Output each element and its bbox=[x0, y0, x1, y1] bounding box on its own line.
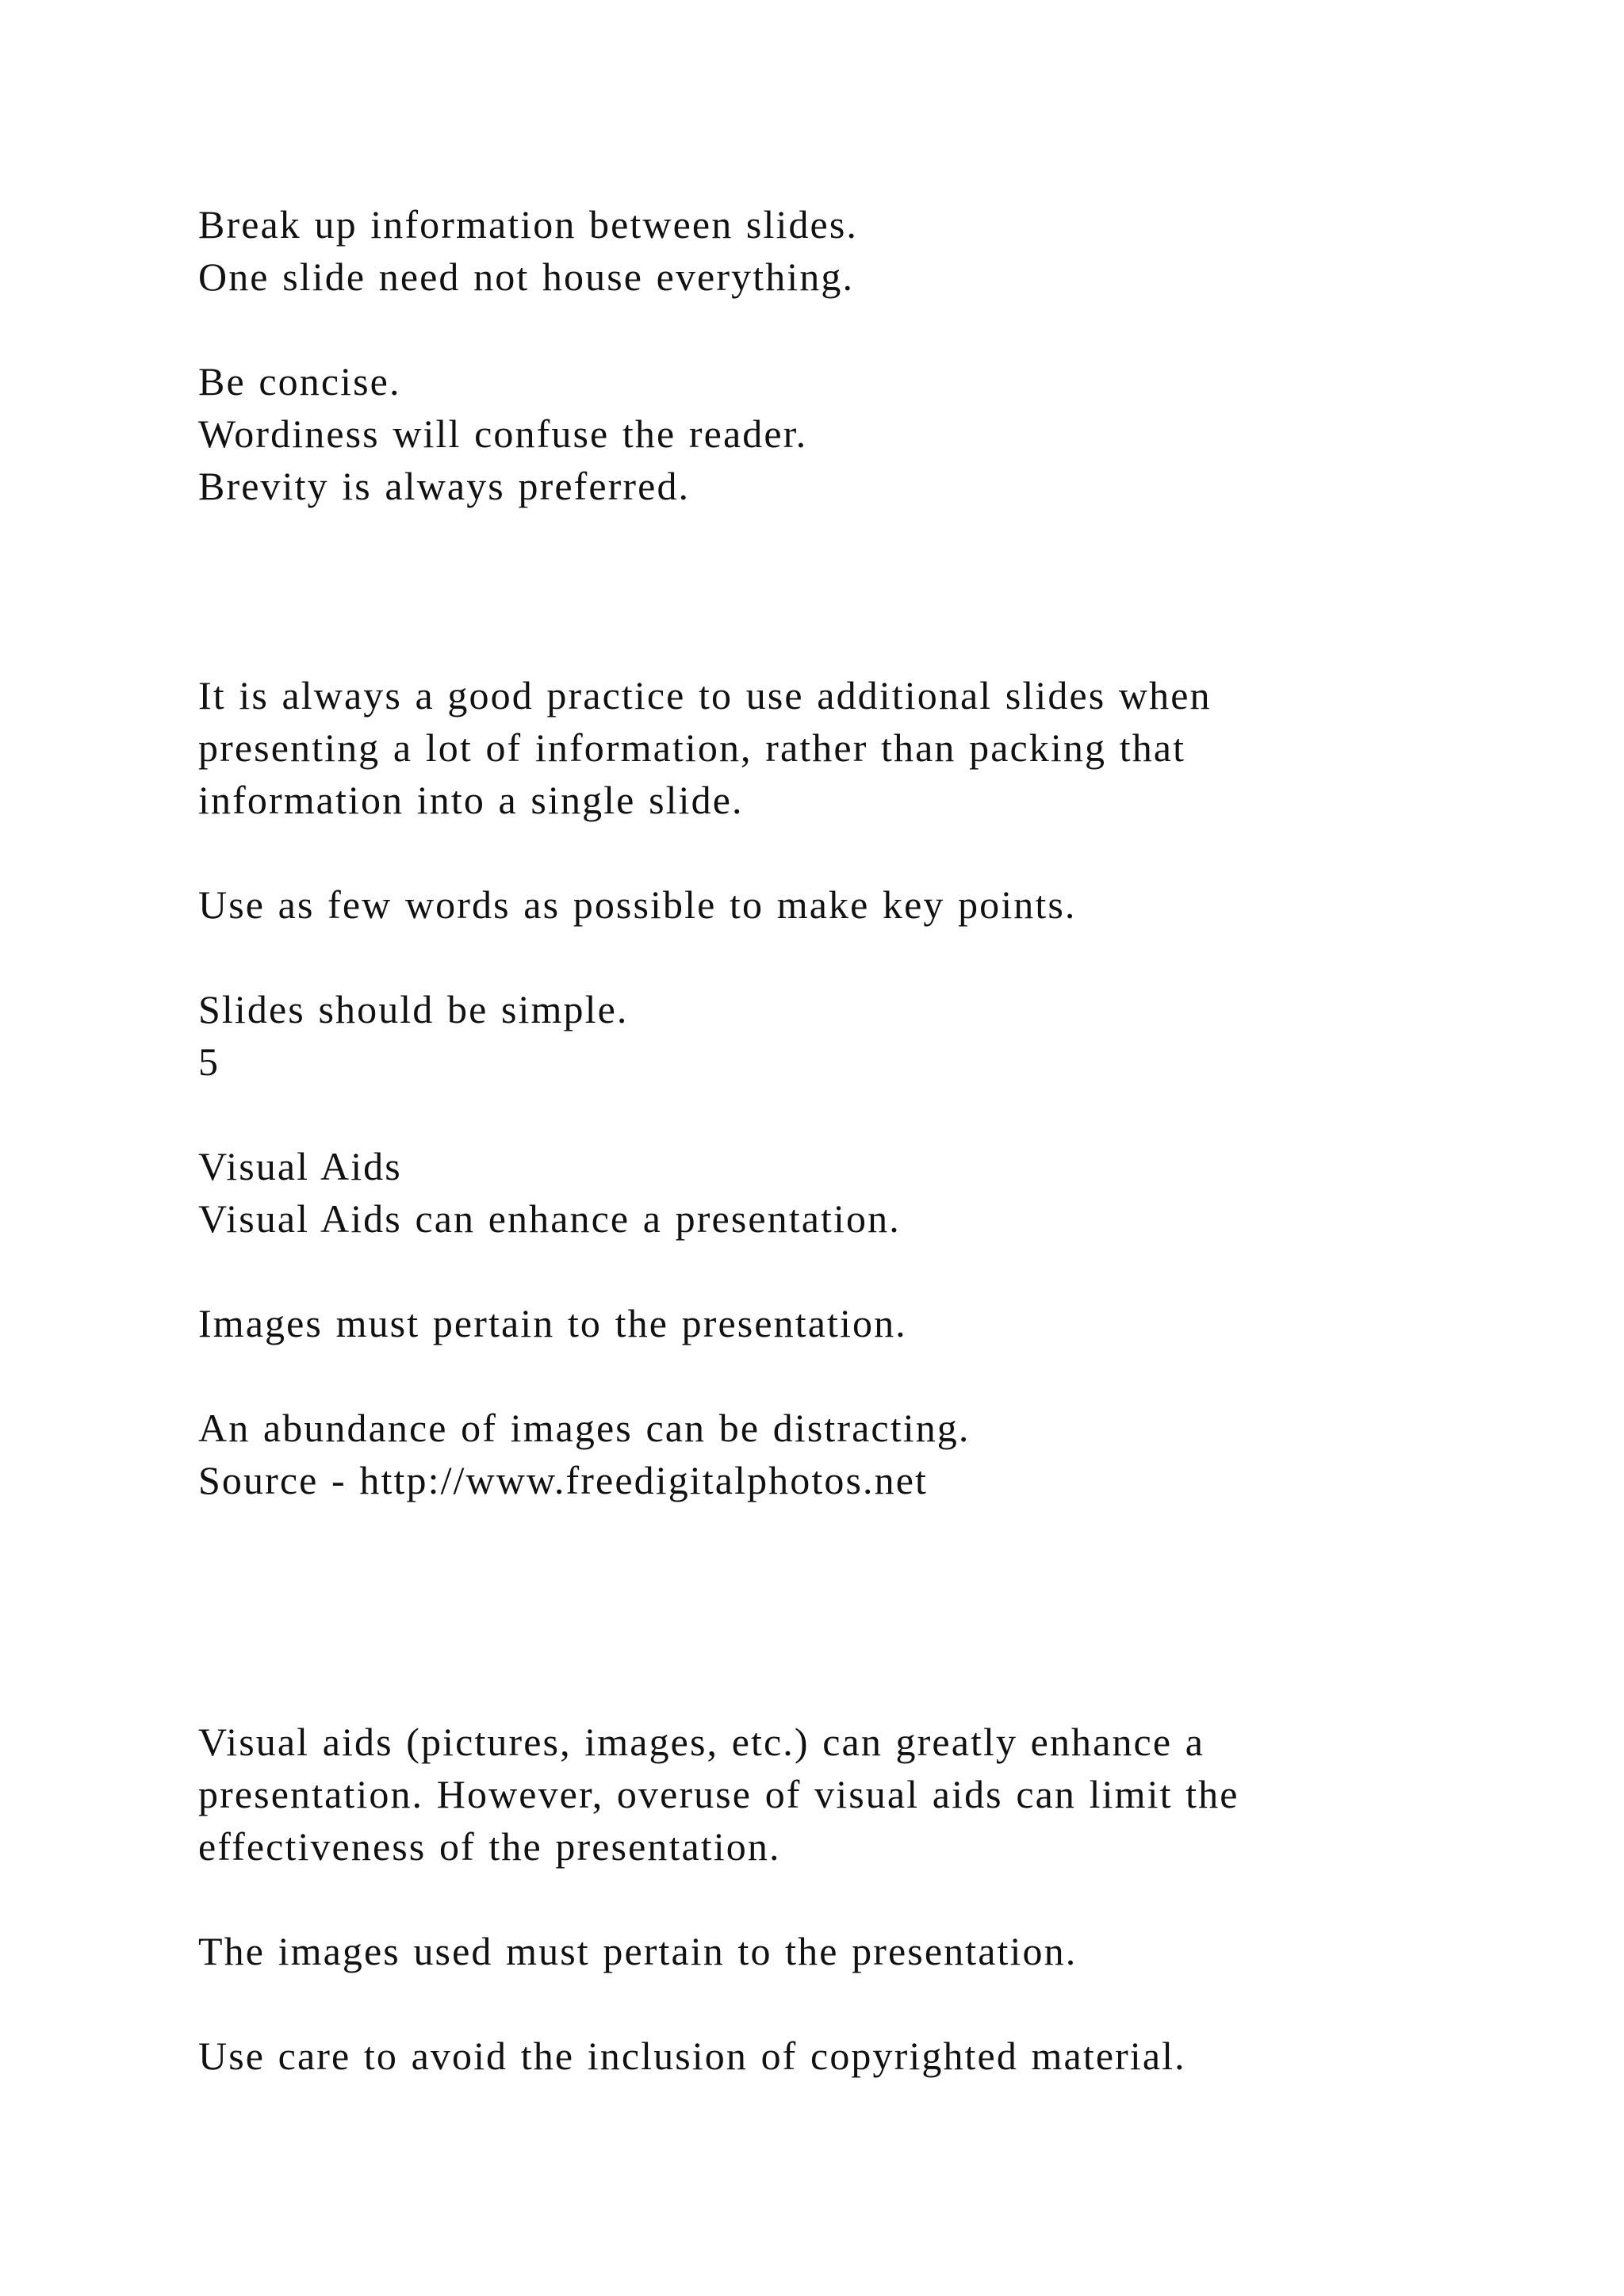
slide-bullet: Images must pertain to the presentation. bbox=[198, 1301, 907, 1345]
blank-line bbox=[198, 826, 1435, 878]
image-source: Source - http://www.freedigitalphotos.net bbox=[198, 1458, 929, 1502]
speaker-note-line: Use as few words as possible to make key points. bbox=[198, 882, 1077, 927]
blank-line bbox=[198, 1088, 1435, 1140]
speaker-note-line: The images used must pertain to the presentation. bbox=[198, 1929, 1078, 1973]
speaker-note-line: Visual aids (pictures, images, etc.) can greatly enhance a bbox=[198, 1720, 1205, 1764]
blank-line bbox=[198, 1349, 1435, 1402]
blank-line bbox=[198, 931, 1435, 983]
speaker-note-line: effectiveness of the presentation. bbox=[198, 1824, 781, 1869]
section-heading: Visual Aids bbox=[198, 1144, 402, 1188]
speaker-note-line: presenting a lot of information, rather than packing that bbox=[198, 725, 1186, 770]
slide-bullet: An abundance of images can be distracting. bbox=[198, 1406, 971, 1450]
blank-line bbox=[198, 1873, 1435, 1925]
blank-space bbox=[198, 1506, 1435, 1663]
slide-number: 5 bbox=[198, 1039, 220, 1084]
speaker-note-line: Use care to avoid the inclusion of copyrighted material. bbox=[198, 2034, 1186, 2078]
speaker-note-line: presentation. However, overuse of visual aids can limit the bbox=[198, 1772, 1239, 1816]
slide-bullet: Brevity is always preferred. bbox=[198, 464, 691, 508]
speaker-note-line: information into a single slide. bbox=[198, 778, 744, 822]
blank-line bbox=[198, 1663, 1435, 1716]
speaker-note-line: It is always a good practice to use additional slides when bbox=[198, 673, 1212, 718]
blank-space bbox=[198, 512, 1435, 669]
slide-bullet: One slide need not house everything. bbox=[198, 254, 855, 299]
slide-bullet: Visual Aids can enhance a presentation. bbox=[198, 1196, 901, 1241]
slide-bullet: Break up information between slides. bbox=[198, 202, 859, 247]
blank-line bbox=[198, 1245, 1435, 1297]
slide-bullet: Be concise. bbox=[198, 359, 401, 404]
blank-line bbox=[198, 1977, 1435, 2030]
slide-bullet: Wordiness will confuse the reader. bbox=[198, 411, 808, 456]
blank-line bbox=[198, 303, 1435, 355]
speaker-note-line: Slides should be simple. bbox=[198, 987, 629, 1031]
document-text bbox=[198, 198, 1435, 2082]
